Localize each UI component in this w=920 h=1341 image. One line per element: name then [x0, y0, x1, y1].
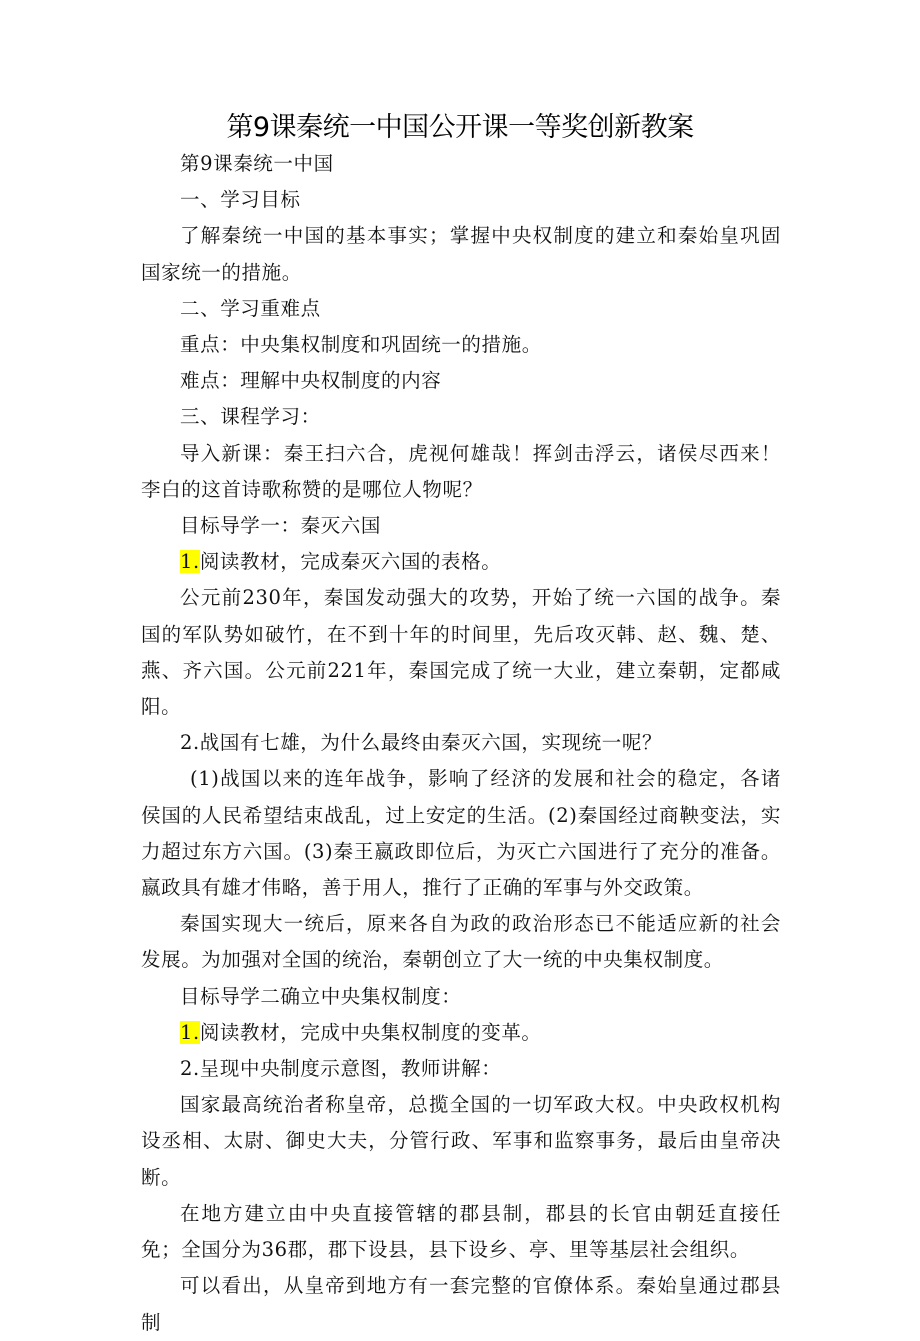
unification-paragraph: 公元前230年，秦国发动强大的攻势，开始了统一六国的战争。秦国的军队势如破竹，在不到十年的时间里，先后攻灭韩、赵、魏、楚、燕、齐六国。公元前221年，秦国完成了统一大业，建立秦朝，定都咸阳。: [141, 586, 781, 719]
goal-one-question-two: 2.战国有七雄，为什么最终由秦灭六国，实现统一呢？: [180, 731, 663, 755]
lesson-heading: 第9课秦统一中国: [180, 152, 334, 175]
goal-one-heading: 目标导学一：秦灭六国: [180, 514, 382, 538]
section-heading-course: 三、课程学习：: [180, 405, 321, 429]
reasons-paragraph: (1)战国以来的连年战争，影响了经济的发展和社会的稳定，各诸侯国的人民希望结束战乱，过上安定的生活。(2)秦国经过商鞅变法，实力超过东方六国。(3)秦王嬴政即位后，为灭亡六国进行了充分的准备。嬴政具有雄才伟略，善于用人，推行了正确的军事与外交政策。: [141, 767, 781, 900]
highlighted-number: 1.: [180, 1020, 200, 1044]
task-text: 阅读教材，完成秦灭六国的表格。: [199, 550, 502, 574]
centralization-paragraph: 秦国实现大一统后，原来各自为政的政治形态已不能适应新的社会发展。为加强对全国的统治，秦朝创立了大一统的中央集权制度。: [141, 912, 781, 972]
task-text: 阅读教材，完成中央集权制度的变革。: [199, 1020, 542, 1044]
goal-two-task-two: 2.呈现中央制度示意图，教师讲解：: [180, 1057, 502, 1081]
highlighted-number: 1.: [180, 550, 200, 574]
section-heading-objectives: 一、学习目标: [180, 188, 301, 212]
key-point-paragraph: 重点：中央集权制度和巩固统一的措施。: [180, 333, 542, 357]
document-body: [141, 146, 781, 1341]
difficult-point-paragraph: 难点：理解中央权制度的内容: [180, 369, 442, 393]
intro-paragraph: 导入新课：秦王扫六合，虎视何雄哉！挥剑击浮云，诸侯尽西来！李白的这首诗歌称赞的是哪位人物呢？: [141, 441, 781, 501]
goal-one-task-one: [141, 544, 781, 580]
goal-two-heading: 目标导学二确立中央集权制度：: [180, 984, 462, 1008]
section-heading-key-points: 二、学习重难点: [180, 296, 321, 320]
emperor-paragraph: 国家最高统治者称皇帝，总揽全国的一切军政大权。中央政权机构设丞相、太尉、御史大夫，分管行政、军事和监察事务，最后由皇帝决断。: [141, 1093, 781, 1189]
document-title: 第9课秦统一中国公开课一等奖创新教案: [226, 112, 694, 143]
goal-two-task-one: [141, 1015, 781, 1051]
bureaucracy-paragraph: 可以看出，从皇帝到地方有一套完整的官僚体系。秦始皇通过郡县制: [141, 1274, 781, 1334]
objectives-paragraph: 了解秦统一中国的基本事实；掌握中央权制度的建立和秦始皇巩固国家统一的措施。: [141, 224, 781, 284]
commandery-paragraph: 在地方建立由中央直接管辖的郡县制，郡县的长官由朝廷直接任免；全国分为36郡，郡下设县，县下设乡、亭、里等基层社会组织。: [141, 1201, 781, 1262]
